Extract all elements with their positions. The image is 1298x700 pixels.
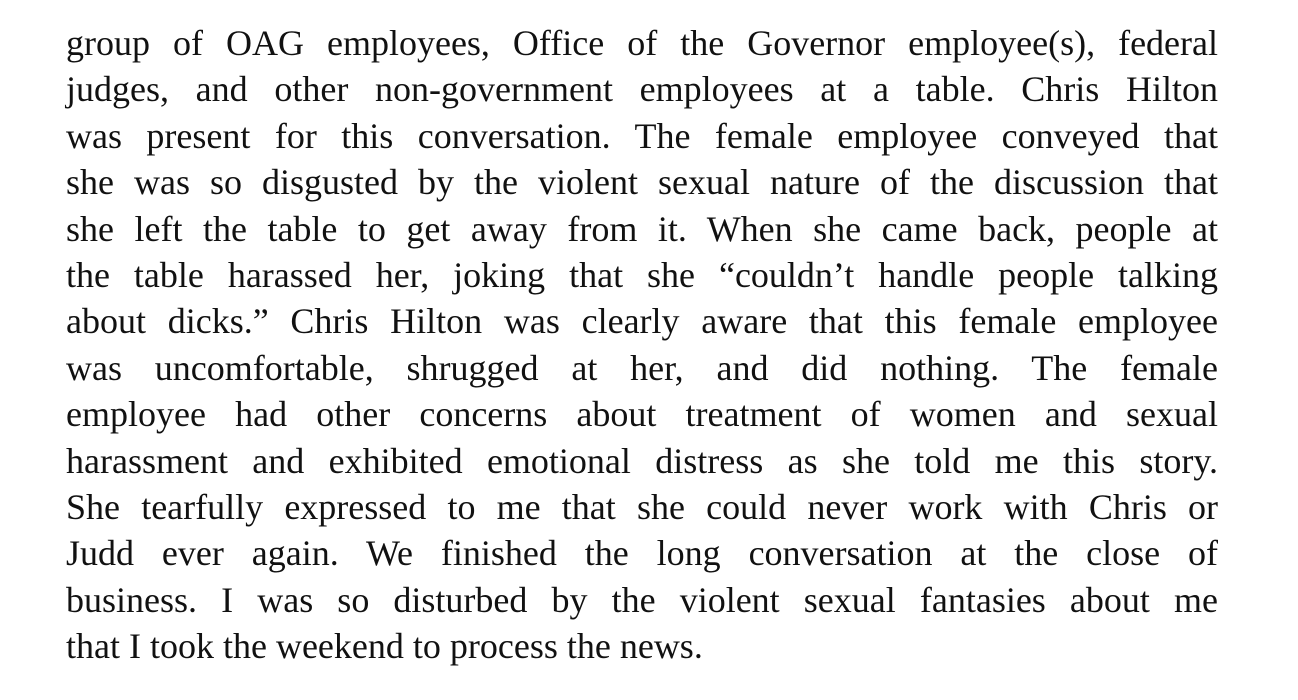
text-line-1: group of OAG employees, Office of the Governor employee(s), federal xyxy=(66,23,1218,63)
text-line-4: she was so disgusted by the violent sexual nature of the discussion that xyxy=(66,162,1218,203)
text-line-6: the table harassed her, joking that she “couldn’t handle people talking xyxy=(66,254,1218,295)
text-line-13: business. I was so disturbed by the violent sexual fantasies about me xyxy=(66,579,1218,620)
text-line-5: she left the table to get away from it. When she came back, people at xyxy=(66,208,1218,249)
text-line-3: was present for this conversation. The female employee conveyed that xyxy=(66,115,1218,156)
text-line-9: employee had other concerns about treatment of women and sexual xyxy=(66,394,1218,435)
text-line-7: about dicks.” Chris Hilton was clearly aware that this female employee xyxy=(66,301,1218,342)
text-line-12: Judd ever again. We finished the long conversation at the close of xyxy=(66,533,1218,574)
text-line-11: She tearfully expressed to me that she could never work with Chris or xyxy=(66,486,1218,527)
text-line-8: was uncomfortable, shrugged at her, and did nothing. The female xyxy=(66,347,1218,388)
text-line-2: judges, and other non-government employees at a table. Chris Hilton xyxy=(66,69,1218,110)
text-line-10: harassment and exhibited emotional distress as she told me this story. xyxy=(66,440,1218,481)
text-line-14: that I took the weekend to process the news. xyxy=(66,626,703,667)
document-body xyxy=(66,20,1218,669)
